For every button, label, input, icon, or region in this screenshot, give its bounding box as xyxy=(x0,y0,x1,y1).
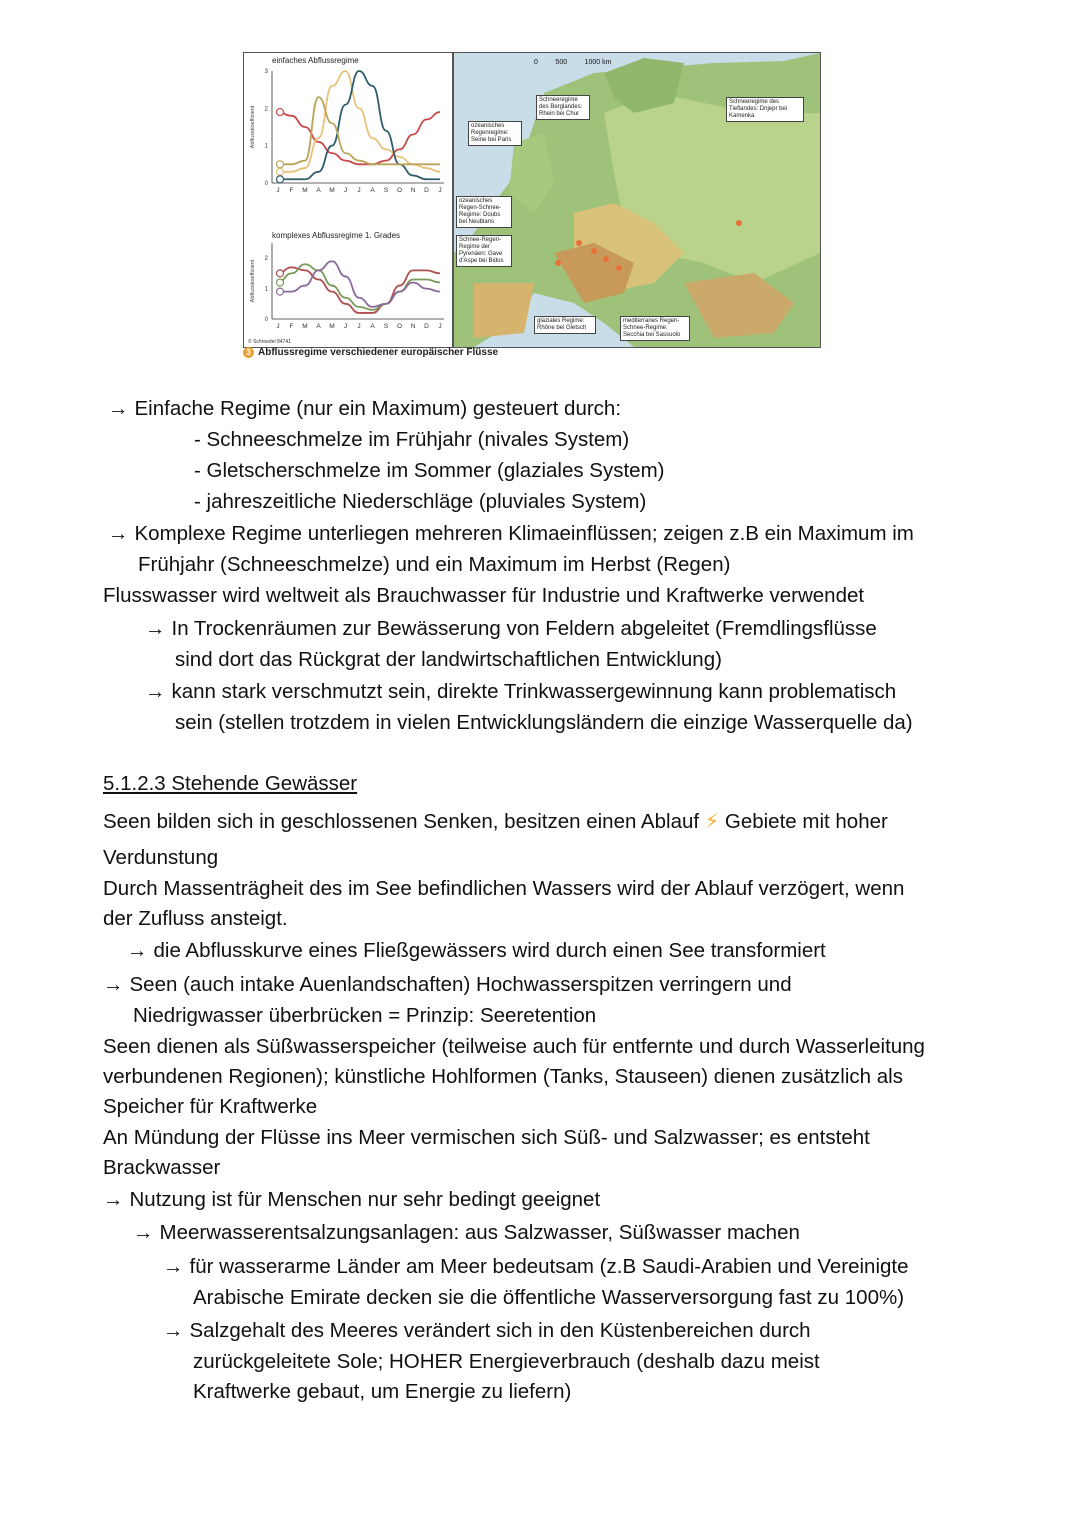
text-line: Frühjahr (Schneeschmelze) und ein Maximum im Herbst (Regen) xyxy=(138,553,731,576)
y-tick-label: 3 xyxy=(264,69,268,75)
arrow-icon: → xyxy=(145,617,166,640)
y-tick-label: 1 xyxy=(264,143,268,150)
map-scale: 0 500 1000 km xyxy=(534,59,612,66)
arrow-icon: → xyxy=(108,397,129,420)
series-line-4 xyxy=(278,97,440,164)
caption-text: Abflussregime verschiedener europäischer Flüsse xyxy=(258,347,499,358)
text-line: Arabische Emirate decken sie die öffentliche Wasserversorgung fast zu 100%) xyxy=(193,1286,905,1309)
figure-abflussregime xyxy=(243,52,821,348)
y-tick-label: 2 xyxy=(264,256,268,263)
text-line: → Einfache Regime (nur ein Maximum) gesteuert durch: xyxy=(108,394,621,425)
month-tick-label: D xyxy=(424,323,429,330)
month-tick-label: J xyxy=(343,187,348,194)
label-glazial: glaziales Regime: Rhône bei Gletsch xyxy=(534,316,596,334)
regime-charts xyxy=(244,53,452,347)
text-line: Flusswasser wird weltweit als Brauchwasser für Industrie und Kraftwerke verwendet xyxy=(103,584,865,607)
series-marker xyxy=(277,279,284,286)
label-schnee-berg: Schneeregime des Berglandes: Rhein bei Chur xyxy=(536,95,590,120)
label-ozeanisch: ozeanisches Regenregime: Seine bei Paris xyxy=(468,121,522,146)
label-ozean-schnee: ozeanisches Regen-Schnee-Regime: Doubs bei Neublans xyxy=(456,196,512,228)
credit-text: © Schroedel 84741 xyxy=(248,339,291,345)
text-line: → für wasserarme Länder am Meer bedeutsam (z.B Saudi-Arabien und Vereinigte xyxy=(163,1252,909,1283)
series-line-1 xyxy=(278,112,440,164)
series-marker xyxy=(277,168,284,175)
label-pyrenaeen: Schnee-Regen-Regime der Pyrenäen: Gave d'Aspe bei Bidos xyxy=(456,235,512,267)
month-tick-label: J xyxy=(276,187,280,194)
month-tick-label: J xyxy=(438,323,442,330)
text-line: Speicher für Kraftwerke xyxy=(103,1095,318,1118)
section-heading: 5.1.2.3 Stehende Gewässer xyxy=(103,772,358,795)
y-tick-label: 0 xyxy=(264,181,268,187)
month-tick-label: A xyxy=(370,187,375,194)
month-tick-label: A xyxy=(316,187,321,194)
text-line: zurückgeleitete Sole; HOHER Energieverbrauch (deshalb dazu meist xyxy=(193,1350,820,1373)
text-line: sein (stellen trotzdem in vielen Entwicklungsländern die einzige Wasserquelle da) xyxy=(175,711,913,734)
caption-number: 3 xyxy=(243,347,254,358)
y-tick-label: 1 xyxy=(264,286,268,293)
month-tick-label: O xyxy=(396,187,403,194)
lightning-icon: ⚡ xyxy=(704,810,720,833)
text-line: → Meerwasserentsalzungsanlagen: aus Salzwasser, Süßwasser machen xyxy=(133,1218,800,1249)
text-line: Kraftwerke gebaut, um Energie zu liefern) xyxy=(193,1380,572,1403)
month-tick-label: M xyxy=(329,323,335,330)
month-tick-label: J xyxy=(343,323,348,330)
month-tick-label: S xyxy=(383,187,389,194)
chart-panel xyxy=(243,52,453,348)
text-line: - Gletscherschmelze im Sommer (glaziales System) xyxy=(194,459,665,482)
text-line: An Mündung der Flüsse ins Meer vermischen sich Süß- und Salzwasser; es entsteht xyxy=(103,1126,870,1149)
series-marker xyxy=(277,288,284,295)
text-line: Verdunstung xyxy=(103,846,219,869)
text-line: → Salzgehalt des Meeres verändert sich in den Küstenbereichen durch xyxy=(163,1316,811,1347)
series-marker xyxy=(277,161,284,168)
text-line: → Komplexe Regime unterliegen mehreren Klimaeinflüssen; zeigen z.B ein Maximum im xyxy=(108,519,914,550)
text-line: → kann stark verschmutzt sein, direkte Trinkwassergewinnung kann problematisch xyxy=(145,677,896,708)
text-line: sind dort das Rückgrat der landwirtschaftlichen Entwicklung) xyxy=(175,648,722,671)
arrow-icon: → xyxy=(103,1188,124,1211)
arrow-icon: → xyxy=(163,1255,184,1278)
series-marker xyxy=(277,109,284,116)
month-tick-label: A xyxy=(316,323,321,330)
y-axis-label: Abflusskoeffizient xyxy=(250,259,256,303)
text-line: verbundenen Regionen); künstliche Hohlformen (Tanks, Stauseen) dienen zusätzlich als xyxy=(103,1065,903,1088)
text-line: Niedrigwasser überbrücken = Prinzip: Seeretention xyxy=(133,1004,597,1027)
month-tick-label: M xyxy=(302,187,308,194)
text-line: Seen dienen als Süßwasserspeicher (teilweise auch für entfernte und durch Wasserleitung xyxy=(103,1035,925,1058)
series-line-3 xyxy=(278,261,440,307)
month-tick-label: J xyxy=(276,323,280,330)
arrow-icon: → xyxy=(127,939,148,962)
arrow-icon: → xyxy=(108,522,129,545)
text-line: → Nutzung ist für Menschen nur sehr bedingt geeignet xyxy=(103,1185,600,1216)
month-tick-label: O xyxy=(396,323,403,330)
y-tick-label: 2 xyxy=(264,106,268,113)
text-line: Durch Massenträgheit des im See befindlichen Wassers wird der Ablauf verzögert, wenn xyxy=(103,877,905,900)
label-schnee-tief: Schneeregime des Tieflandes: Dnjepr bei Kamenka xyxy=(726,97,804,122)
month-tick-label: J xyxy=(438,187,442,194)
month-tick-label: D xyxy=(424,187,429,194)
text-line: → In Trockenräumen zur Bewässerung von Feldern abgeleitet (Fremdlingsflüsse xyxy=(145,614,877,645)
series-marker xyxy=(277,176,284,183)
month-tick-label: J xyxy=(357,187,361,194)
series-marker xyxy=(277,270,284,277)
chart-title: komplexes Abflussregime 1. Grades xyxy=(272,231,401,240)
text-line: → Seen (auch intake Auenlandschaften) Hochwasserspitzen verringern und xyxy=(103,970,792,1001)
arrow-icon: → xyxy=(133,1221,154,1244)
figure-caption xyxy=(243,347,498,358)
text-line: Brackwasser xyxy=(103,1156,221,1179)
y-tick-label: 0 xyxy=(264,317,268,323)
month-tick-label: S xyxy=(383,323,389,330)
europe-map xyxy=(453,52,821,348)
month-tick-label: M xyxy=(302,323,308,330)
month-tick-label: M xyxy=(329,187,335,194)
month-tick-label: N xyxy=(410,187,416,194)
month-tick-label: J xyxy=(357,323,361,330)
arrow-icon: → xyxy=(103,973,124,996)
month-tick-label: F xyxy=(289,323,294,330)
y-axis-label: Abflusskoeffizient xyxy=(250,105,256,149)
chart-title: einfaches Abflussregime xyxy=(272,56,359,65)
text-line: - Schneeschmelze im Frühjahr (nivales System) xyxy=(194,428,630,451)
text-line: der Zufluss ansteigt. xyxy=(103,907,288,930)
month-tick-label: F xyxy=(289,187,294,194)
label-mediterran: mediterranes Regen-Schnee-Regime: Secchia bei Sassuolo xyxy=(620,316,690,341)
series-line-2 xyxy=(278,71,440,172)
arrow-icon: → xyxy=(163,1319,184,1342)
month-tick-label: A xyxy=(370,323,375,330)
text-line: Seen bilden sich in geschlossenen Senken, besitzen einen Ablauf ⚡ Gebiete mit hoher xyxy=(103,810,888,833)
text-line: → die Abflusskurve eines Fließgewässers wird durch einen See transformiert xyxy=(127,936,826,967)
month-tick-label: N xyxy=(410,323,416,330)
arrow-icon: → xyxy=(145,680,166,703)
text-line: - jahreszeitliche Niederschläge (pluviales System) xyxy=(194,490,647,513)
